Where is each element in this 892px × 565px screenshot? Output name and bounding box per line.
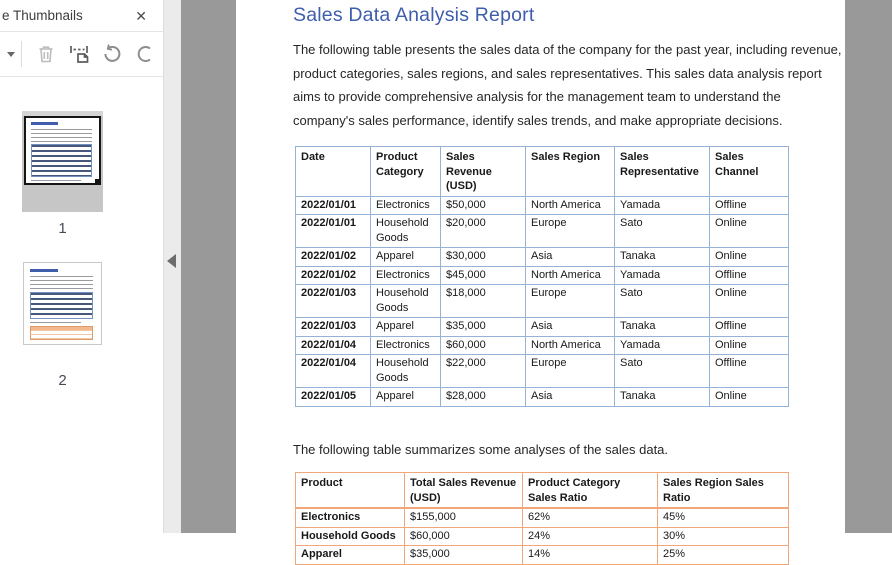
mini-text-line [30,322,81,323]
table-cell: $60,000 [405,527,523,546]
table-row [296,546,789,565]
selection-handle[interactable] [95,179,101,185]
table-cell: Offline [710,355,789,388]
table-cell: Sato [615,285,710,318]
page-thumbnail-1[interactable] [22,111,103,212]
document-page [236,0,845,560]
table-header-row [296,473,789,509]
table-row [296,248,789,267]
panel-title: e Thumbnails [2,8,83,23]
table-cell: Yamada [615,336,710,355]
table-cell: $35,000 [441,318,526,337]
table-cell: 2022/01/01 [296,196,371,215]
table-cell: $28,000 [441,388,526,407]
thumbnails-panel-header [0,0,163,32]
table-row [296,336,789,355]
table-cell: Tanaka [615,318,710,337]
mini-title-bar [30,269,58,272]
table-row [296,318,789,337]
table-cell: $20,000 [441,215,526,248]
intro-paragraph: The following table presents the sales data of the company for the past year, including revenue, product categories, sales regions, and sales representatives. This sales data analysis report aims to provide comprehensive analysis for the management team to understand the company's sales performance, identify sales trends, and make appropriate decisions. [293,42,842,128]
table-cell: 14% [523,546,658,565]
column-header: Product [296,473,405,509]
table-cell: $155,000 [405,508,523,527]
table-cell: Europe [526,355,615,388]
split-page-icon [67,42,91,66]
table-cell: 24% [523,527,658,546]
table-cell: 25% [658,546,789,565]
rotate-left-icon [100,42,124,66]
table-cell: $22,000 [441,355,526,388]
table-row [296,285,789,318]
mini-sales-table [31,144,92,177]
table-header-row [296,147,789,197]
table-cell: Online [710,388,789,407]
page-number-label: 2 [58,372,67,389]
sales-summary-table [295,472,789,565]
table-cell: Electronics [296,508,405,527]
table-cell: Europe [526,215,615,248]
table-cell: $30,000 [441,248,526,267]
table-cell: Household Goods [371,285,441,318]
table-cell: North America [526,336,615,355]
table-cell: Offline [710,196,789,215]
table-cell: 45% [658,508,789,527]
table-cell: 2022/01/03 [296,285,371,318]
table-cell: $50,000 [441,196,526,215]
rotate-right-icon [133,42,157,66]
table-cell: $45,000 [441,266,526,285]
page-number-label: 1 [58,220,67,237]
table-cell: Yamada [615,196,710,215]
table-cell: $35,000 [405,546,523,565]
table-cell: $18,000 [441,285,526,318]
table-cell: Offline [710,266,789,285]
table-cell: 30% [658,527,789,546]
table-cell: Sato [615,215,710,248]
table-cell: North America [526,196,615,215]
table-cell: 2022/01/04 [296,336,371,355]
table-cell: 2022/01/02 [296,266,371,285]
column-header: Product Category [371,147,441,197]
summary-paragraph: The following table summarizes some analyses of the sales data. [293,441,669,457]
column-header: Total Sales Revenue (USD) [405,473,523,509]
table-cell: Online [710,336,789,355]
thumbnails-panel [0,0,163,533]
table-row [296,508,789,527]
column-header: Sales Region [526,147,615,197]
table-cell: Household Goods [296,527,405,546]
table-cell: Asia [526,248,615,267]
column-header: Sales Representative [615,147,710,197]
table-cell: Europe [526,285,615,318]
table-cell: Sato [615,355,710,388]
column-header: Sales Channel [710,147,789,197]
table-cell: 2022/01/01 [296,215,371,248]
sales-data-table [295,146,789,407]
table-cell: Online [710,285,789,318]
table-cell: Electronics [371,336,441,355]
table-cell: Electronics [371,266,441,285]
table-cell: Apparel [296,546,405,565]
mini-text-line [31,180,81,181]
panel-splitter[interactable] [163,0,181,533]
page-thumbnail-2[interactable] [23,262,102,345]
document-title: Sales Data Analysis Report [293,4,535,26]
table-cell: 2022/01/03 [296,318,371,337]
thumbnails-toolbar [0,32,163,77]
document-content [236,0,845,565]
trash-icon [35,43,57,65]
close-icon[interactable]: ✕ [135,7,147,24]
table-cell: $60,000 [441,336,526,355]
mini-text-lines [31,129,92,142]
table-cell: Tanaka [615,248,710,267]
table-cell: Online [710,215,789,248]
mini-summary-table [30,326,93,340]
table-cell: Household Goods [371,215,441,248]
table-cell: Tanaka [615,388,710,407]
mini-title-bar [31,122,58,125]
table-row [296,355,789,388]
table-cell: Yamada [615,266,710,285]
mini-summary-table [31,184,92,185]
column-header: Sales Revenue (USD) [441,147,526,197]
table-cell: Apparel [371,318,441,337]
caret-down-icon [7,52,15,57]
table-cell: 2022/01/04 [296,355,371,388]
table-row [296,266,789,285]
table-cell: 62% [523,508,658,527]
table-row [296,527,789,546]
split-page-button[interactable] [65,39,94,69]
table-cell: Electronics [371,196,441,215]
page-1-preview [24,116,101,185]
mini-text-lines [30,276,93,290]
table-row [296,196,789,215]
collapse-panel-icon[interactable] [167,254,176,268]
toolbar-divider [21,41,22,67]
table-cell: Apparel [371,388,441,407]
table-cell: Online [710,248,789,267]
document-canvas[interactable] [181,0,892,561]
table-cell: Asia [526,318,615,337]
table-row [296,215,789,248]
rotate-left-button[interactable] [98,39,127,69]
thumbnail-options-dropdown[interactable] [0,52,21,57]
table-cell: 2022/01/05 [296,388,371,407]
table-cell: Apparel [371,248,441,267]
table-cell: 2022/01/02 [296,248,371,267]
mini-sales-table [30,292,93,319]
column-header: Sales Region Sales Ratio [658,473,789,509]
table-row [296,388,789,407]
table-cell: Asia [526,388,615,407]
delete-page-button[interactable] [32,39,61,69]
rotate-right-button[interactable] [130,39,159,69]
column-header: Date [296,147,371,197]
table-cell: North America [526,266,615,285]
table-cell: Household Goods [371,355,441,388]
column-header: Product Category Sales Ratio [523,473,658,509]
table-cell: Offline [710,318,789,337]
